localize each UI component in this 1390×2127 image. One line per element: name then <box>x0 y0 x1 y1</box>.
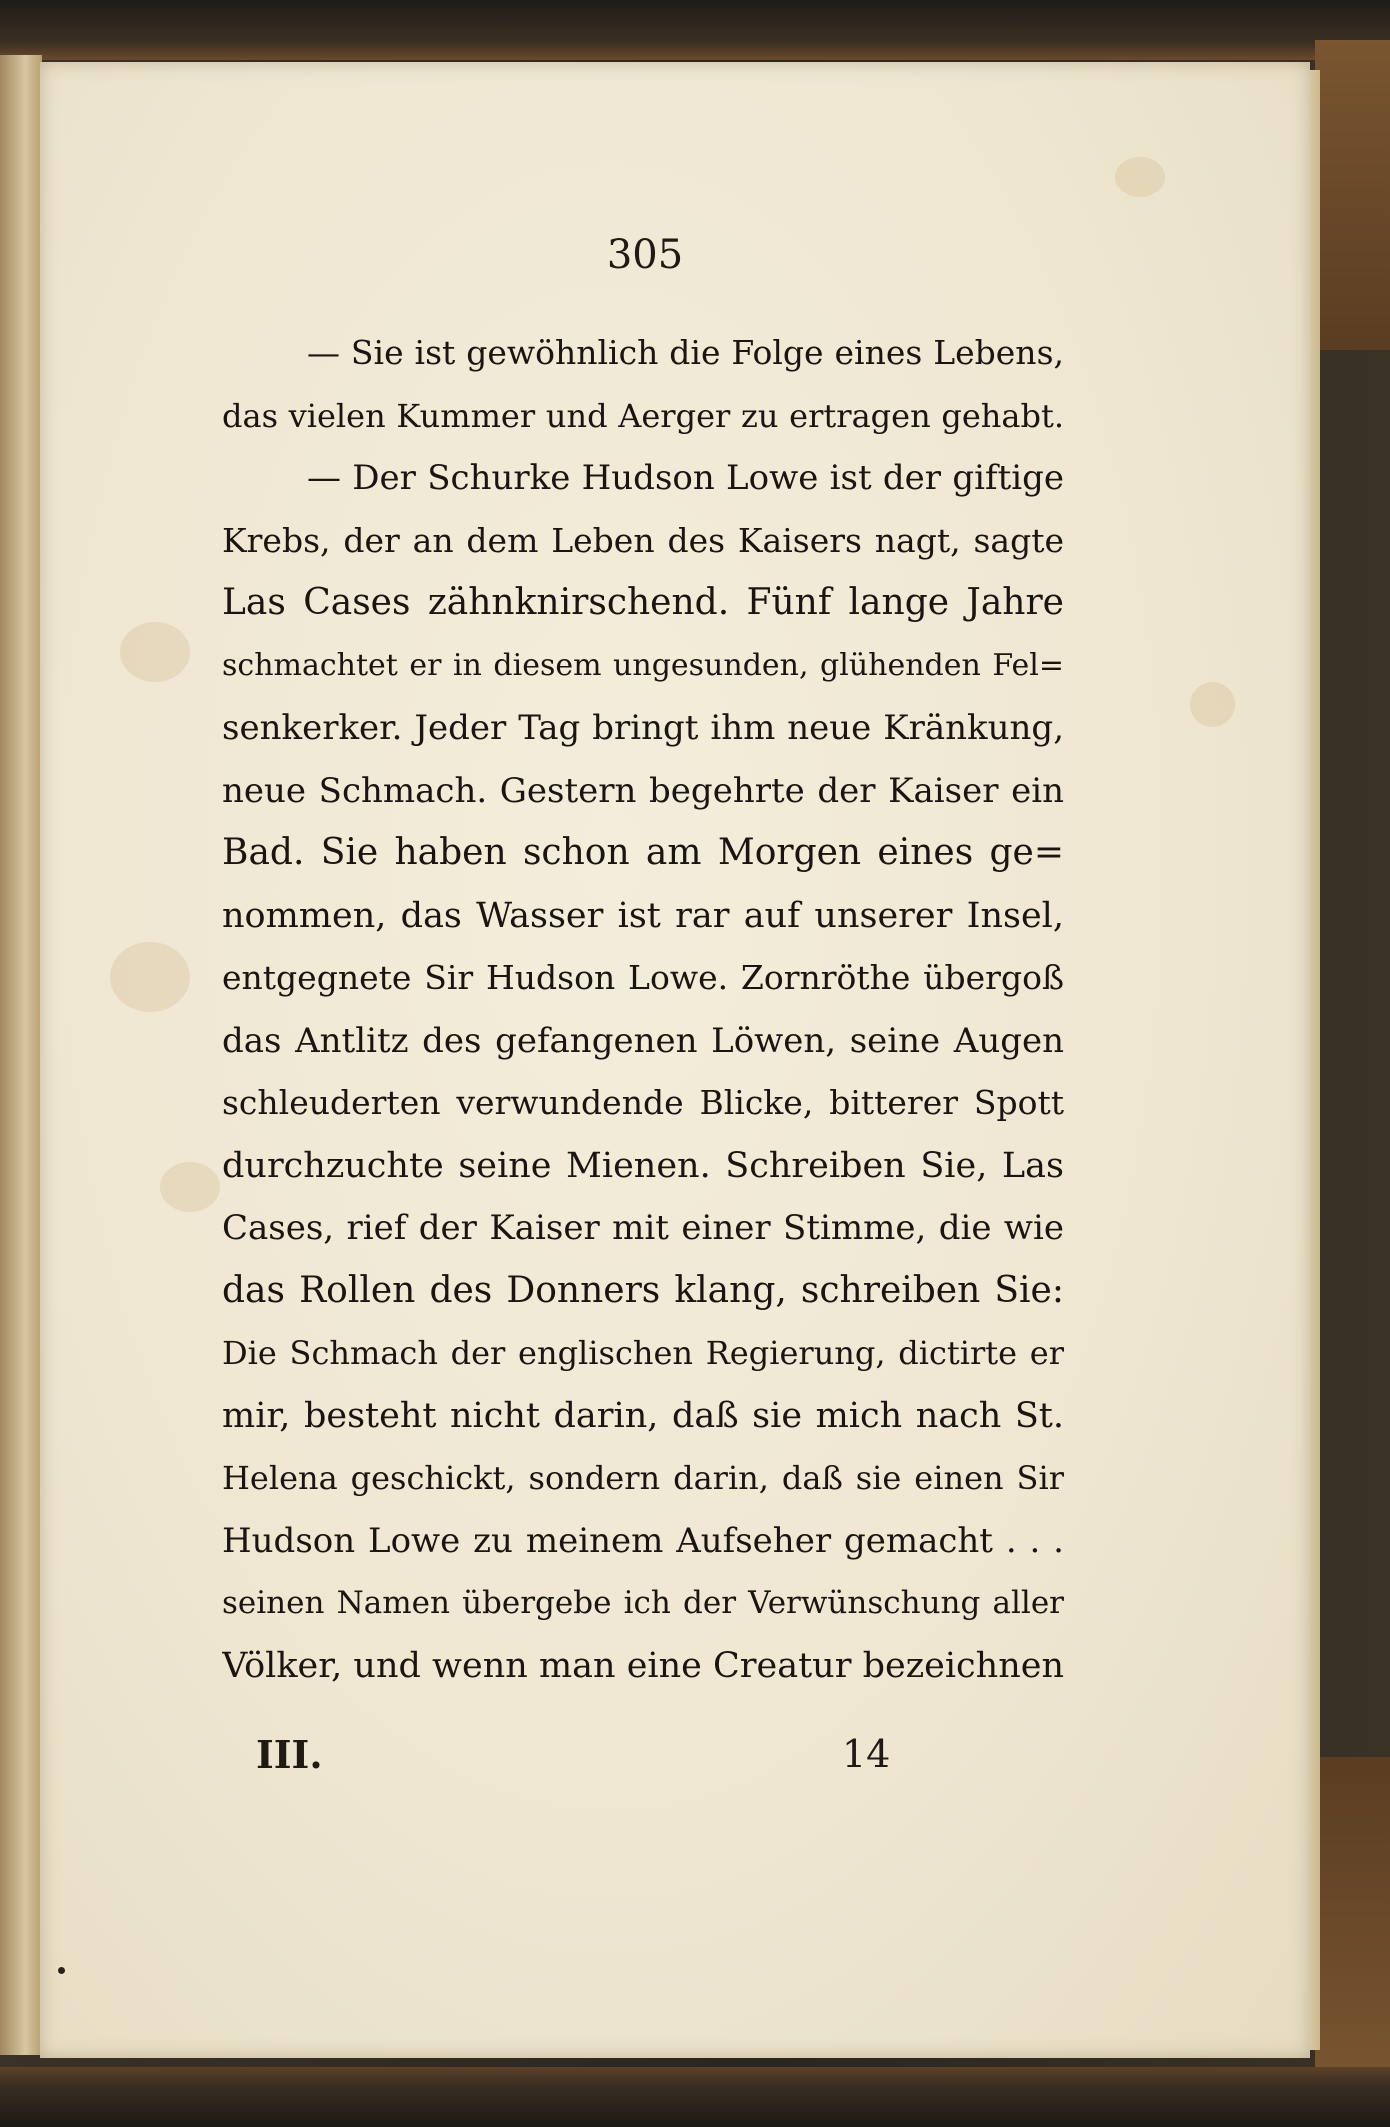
body-text <box>222 322 1064 1697</box>
text-line: nommen, das Wasser ist rar auf unserer Insel, <box>222 895 1064 936</box>
text-line: Hudson Lowe zu meinem Aufseher gemacht . . . <box>222 1520 1064 1561</box>
text-line: Die Schmach der englischen Regierung, dictirte er <box>222 1334 1064 1372</box>
ink-speck <box>58 1967 65 1974</box>
text-line: entgegnete Sir Hudson Lowe. Zornröthe übergoß <box>222 958 1064 997</box>
text-line: das vielen Kummer und Aerger zu ertragen gehabt. <box>222 396 1064 435</box>
page-number: 305 <box>606 232 684 278</box>
leather-corner-bottom <box>1315 1757 1390 2087</box>
text-line: neue Schmach. Gestern begehrte der Kaiser ein <box>222 770 1064 811</box>
text-line: Las Cases zähnknirschend. Fünf lange Jahre <box>222 582 1064 623</box>
text-line: durchzuchte seine Mienen. Schreiben Sie, Las <box>222 1145 1064 1186</box>
foxing-stain <box>1115 157 1165 197</box>
text-line: Bad. Sie haben schon am Morgen eines ge= <box>222 832 1064 873</box>
text-line: schmachtet er in diesem ungesunden, glühenden Fel= <box>222 647 1064 683</box>
leather-corner-top <box>1315 40 1390 350</box>
text-line: Völker, und wenn man eine Creatur bezeichnen <box>222 1645 1064 1686</box>
text-line: — Der Schurke Hudson Lowe ist der giftige <box>307 458 1064 498</box>
cover-edge-top <box>0 0 1390 60</box>
previous-page-edge <box>0 55 42 2055</box>
signature-mark: III. <box>256 1732 323 1777</box>
text-line: Cases, rief der Kaiser mit einer Stimme, die wie <box>222 1208 1064 1248</box>
text-line: senkerker. Jeder Tag bringt ihm neue Kränkung, <box>222 708 1064 748</box>
cover-edge-bottom <box>0 2067 1390 2127</box>
text-line: schleuderten verwundende Blicke, bitterer Spott <box>222 1083 1064 1122</box>
foxing-stain <box>160 1162 220 1212</box>
text-line: das Antlitz des gefangenen Löwen, seine Augen <box>222 1020 1064 1061</box>
text-line: Helena geschickt, sondern darin, daß sie einen Sir <box>222 1459 1064 1497</box>
text-line: — Sie ist gewöhnlich die Folge eines Lebens, <box>307 333 1064 372</box>
text-line: das Rollen des Donners klang, schreiben Sie: <box>222 1269 1064 1311</box>
text-line: seinen Namen übergebe ich der Verwünschung aller <box>222 1585 1064 1621</box>
text-line: mir, besteht nicht darin, daß sie mich nach St. <box>222 1395 1064 1436</box>
foxing-stain <box>110 942 190 1012</box>
sheet-number: 14 <box>842 1732 891 1776</box>
foxing-stain <box>1190 682 1235 727</box>
foxing-stain <box>120 622 190 682</box>
text-line: Krebs, der an dem Leben des Kaisers nagt, sagte <box>222 520 1064 560</box>
